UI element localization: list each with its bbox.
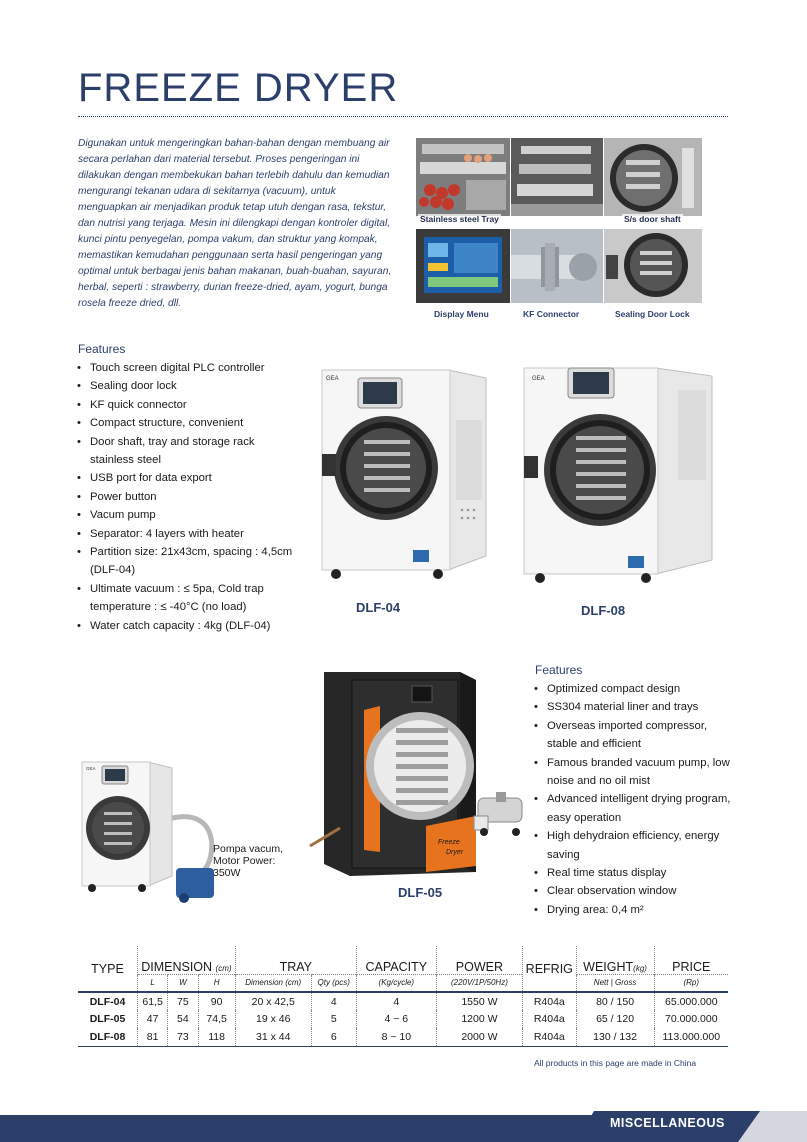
photo-caption-door-lock: Sealing Door Lock [615,309,690,319]
col-dimension: DIMENSION (cm) [138,946,236,974]
feature-item: • Sealing door lock [75,377,295,395]
subcol-tray-qty: Qty (pcs) [311,974,356,992]
dlf-small-brand: GEA [86,766,96,771]
feature-item: • Partition size: 21x43cm, spacing : 4,5cm (DLF-04) [75,543,295,580]
spec-table [78,946,728,1047]
subcol-weight: Nett | Gross [576,974,654,992]
subcol-tray-dim: Dimension (cm) [235,974,311,992]
features-list-1 [75,359,295,635]
feature-item: • Optimized compact design [532,680,737,698]
features-heading-1: Features [78,342,126,356]
subcol-w: W [168,974,198,992]
dlf-05-panel-line-2: Dryer [446,849,464,856]
detail-photo-grid [416,138,702,304]
dlf-04-product-image [318,360,498,582]
feature-item: • Vacum pump [75,506,295,524]
display-menu-photo [416,229,510,303]
feature-item: • Ultimate vacuum : ≤ 5pa, Cold trap temperature : ≤ -40°C (no load) [75,580,295,617]
features-list-2 [532,680,737,919]
feature-item: • Touch screen digital PLC controller [75,359,295,377]
dlf-08-product-image [518,360,718,586]
photo-caption-door-shaft: S/s door shaft [624,214,681,224]
dlf-with-vacuum-pump-image [80,758,226,906]
origin-note: All products in this page are made in China [534,1058,697,1068]
model-label-dlf-04: DLF-04 [356,600,401,615]
feature-item: • Overseas imported compressor, stable and efficient [532,717,737,754]
stainless-tray-photo [416,138,510,216]
door-shaft-photo [604,138,702,216]
intro-paragraph: Digunakan untuk mengeringkan bahan-bahan dengan membuang air secara perlahan dari material tersebut. Proses pengeringan ini dilakukan dengan membekukan bahan terlebih dahulu dan kemudian mengurangi tekanan udara di sekitarnya (vacuum), untuk menguapkan air menjadikan produk tetap utuh dengan rasa, tekstur, dan nutrisi yang terjaga. Mesin ini dilengkapi dengan kontroler digital, kunci pintu penyegelan, pompa vakum, dan struktur yang kompak, memastikan kemudahan penggunaan serta hasil pengeringan yang optimal untuk berbagai jenis bahan makanan, buah-buahan, sayuran, herbal, seperti : strawberry, durian freeze-dried, ayam, yogurt, bunga rosela freeze dried, dll. [78,138,392,309]
col-power: POWER [436,946,522,974]
page-title: FREEZE DRYER [78,66,399,110]
title-divider [78,116,728,117]
feature-item: • Real time status display [532,864,737,882]
feature-item: • Drying area: 0,4 m² [532,901,737,919]
feature-item: • Famous branded vacuum pump, low noise and no oil mist [532,754,737,791]
subcol-power: (220V/1P/50Hz) [436,974,522,992]
col-capacity: CAPACITY [356,946,436,974]
table-row: DLF-04 61,5 75 90 20 x 42,5 4 4 1550 W R404a 80 / 150 65.000.000 [78,992,728,1010]
model-label-dlf-08: DLF-08 [581,603,626,618]
dlf-05-panel-line-1: Freeze [438,839,460,846]
feature-item: • KF quick connector [75,396,295,414]
feature-item: • USB port for data export [75,469,295,487]
dlf-05-product-image [300,666,534,880]
photo-caption-display: Display Menu [434,309,489,319]
col-price: PRICE [654,946,728,974]
tray-rack-photo [511,138,603,216]
subcol-h: H [198,974,235,992]
dlf-08-brand: GEA [532,376,545,382]
model-label-dlf-05: DLF-05 [398,885,443,900]
feature-item: • High dehydraion efficiency, energy saving [532,827,737,864]
feature-item: • Power button [75,488,295,506]
table-row: DLF-08 81 73 118 31 x 44 6 8 ~ 10 2000 W R404a 130 / 132 113.000.000 [78,1028,728,1046]
feature-item: • Separator: 4 layers with heater [75,525,295,543]
feature-item: • SS304 material liner and trays [532,698,737,716]
col-tray: TRAY [235,946,356,974]
photo-caption-kf: KF Connector [523,309,580,319]
subcol-capacity: (Kg/cycle) [356,974,436,992]
feature-item: • Water catch capacity : 4kg (DLF-04) [75,617,295,635]
feature-item: • Clear observation window [532,882,737,900]
subcol-l: L [138,974,168,992]
table-row: DLF-05 47 54 74,5 19 x 46 5 4 ~ 6 1200 W R404a 65 / 120 70.000.000 [78,1010,728,1028]
col-weight: WEIGHT(kg) [576,946,654,974]
col-refrig: REFRIG [523,946,577,992]
feature-item: • Compact structure, convenient [75,414,295,432]
dlf-04-brand: GEA [326,376,339,382]
features-heading-2: Features [535,663,583,677]
feature-item: • Door shaft, tray and storage rack stainless steel [75,433,295,470]
sealing-door-lock-photo [604,229,702,303]
subcol-price: (Rp) [654,974,728,992]
col-type: TYPE [78,946,138,992]
vacuum-pump-caption: Pompa vacum, Motor Power: 350W [213,843,284,879]
kf-connector-photo [511,229,603,303]
footer-section-label: MISCELLANEOUS [610,1116,725,1130]
photo-caption-tray: Stainless steel Tray [420,214,499,224]
feature-item: • Advanced intelligent drying program, easy operation [532,790,737,827]
